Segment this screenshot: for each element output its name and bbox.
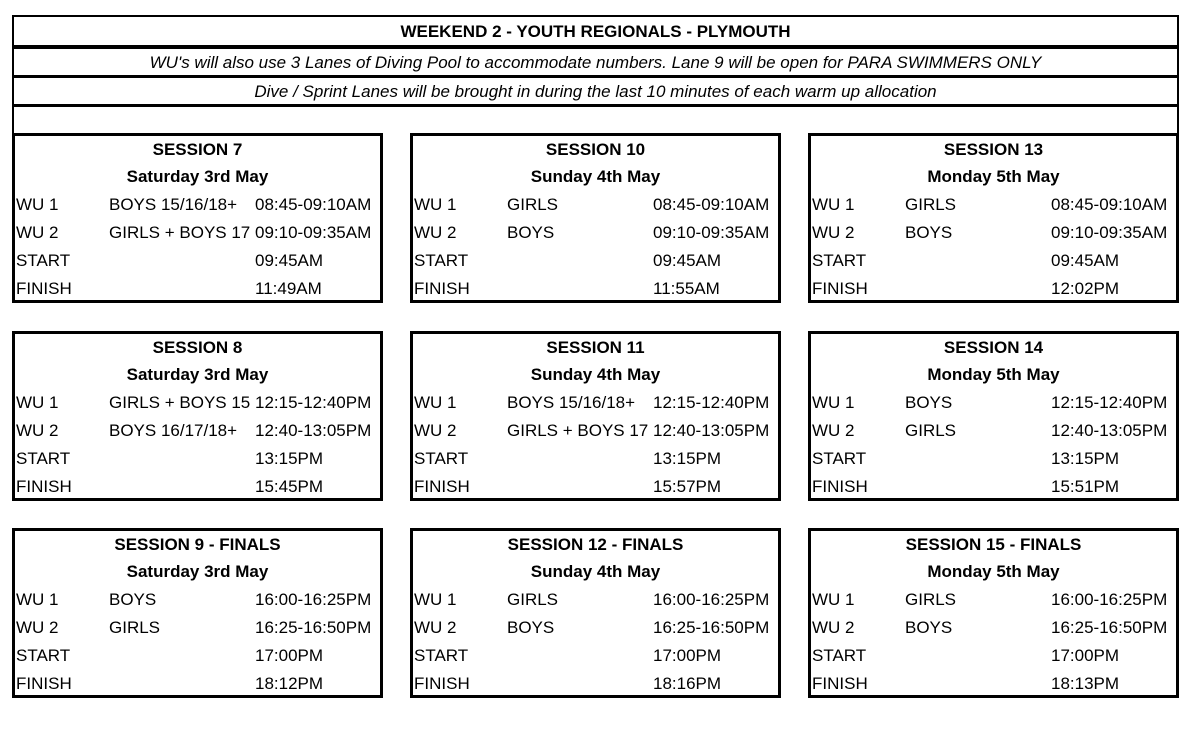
row-time: 12:02PM (1051, 279, 1120, 298)
row-time: 16:25-16:50PM (653, 618, 770, 637)
row-label: START (812, 646, 867, 665)
row-label: WU 1 (414, 590, 457, 609)
row-label: WU 2 (414, 618, 457, 637)
row-label: WU 2 (414, 421, 457, 440)
schedule-row (811, 219, 1176, 247)
schedule-row (413, 614, 778, 642)
row-label: WU 2 (16, 618, 59, 637)
session-day: Sunday 4th May (530, 365, 661, 384)
schedule-row (811, 191, 1176, 219)
session-title: SESSION 8 (152, 338, 243, 357)
schedule-row (15, 219, 380, 247)
schedule-row (15, 586, 380, 614)
schedule-row (811, 247, 1176, 275)
session-day: Monday 5th May (927, 365, 1060, 384)
row-time: 18:16PM (653, 674, 722, 693)
row-group: BOYS 15/16/18+ (507, 393, 636, 412)
row-label: START (414, 449, 469, 468)
session-day: Saturday 3rd May (126, 167, 269, 186)
schedule-row (413, 275, 778, 303)
row-label: START (812, 251, 867, 270)
row-time: 13:15PM (255, 449, 324, 468)
schedule-row (811, 586, 1176, 614)
schedule-row (413, 247, 778, 275)
row-group: BOYS (905, 618, 953, 637)
session-day: Sunday 4th May (530, 562, 661, 581)
schedule-row (15, 389, 380, 417)
session-title: SESSION 10 (545, 140, 646, 159)
row-label: WU 1 (812, 590, 855, 609)
row-time: 09:45AM (1051, 251, 1120, 270)
schedule-row (15, 191, 380, 219)
row-label: START (812, 449, 867, 468)
schedule-row (413, 473, 778, 501)
row-time: 12:40-13:05PM (1051, 421, 1168, 440)
row-time: 09:45AM (653, 251, 722, 270)
session-title: SESSION 15 - FINALS (905, 535, 1082, 554)
row-group: GIRLS (109, 618, 161, 637)
row-label: START (414, 646, 469, 665)
row-group: GIRLS (905, 421, 957, 440)
session-day: Monday 5th May (927, 562, 1060, 581)
row-time: 18:12PM (255, 674, 324, 693)
row-label: FINISH (812, 279, 868, 298)
session-day: Sunday 4th May (530, 167, 661, 186)
row-group: BOYS (905, 223, 953, 242)
row-time: 12:40-13:05PM (255, 421, 372, 440)
row-label: WU 1 (16, 393, 59, 412)
row-group: GIRLS + BOYS 17 (109, 223, 251, 242)
row-label: FINISH (16, 279, 72, 298)
row-time: 09:10-09:35AM (1051, 223, 1168, 242)
row-group: GIRLS + BOYS 17 (507, 421, 649, 440)
row-group: BOYS (905, 393, 953, 412)
schedule-row (413, 417, 778, 445)
session-day: Saturday 3rd May (126, 365, 269, 384)
row-group: BOYS 15/16/18+ (109, 195, 238, 214)
schedule-row (413, 670, 778, 698)
session-title: SESSION 13 (943, 140, 1044, 159)
row-label: WU 1 (16, 195, 59, 214)
schedule-row (15, 670, 380, 698)
row-label: START (16, 646, 71, 665)
session-box (410, 133, 781, 303)
row-time: 12:15-12:40PM (1051, 393, 1168, 412)
row-label: START (16, 449, 71, 468)
sprint-lanes-note: Dive / Sprint Lanes will be brought in during the last 10 minutes of each warm up allocation (12, 76, 1179, 106)
session-box (12, 528, 383, 698)
row-label: FINISH (16, 674, 72, 693)
schedule-row (811, 614, 1176, 642)
row-time: 17:00PM (255, 646, 324, 665)
row-time: 12:15-12:40PM (653, 393, 770, 412)
schedule-row (413, 586, 778, 614)
row-time: 18:13PM (1051, 674, 1120, 693)
session-title: SESSION 11 (546, 338, 645, 357)
session-box (12, 331, 383, 501)
session-box (12, 133, 383, 303)
row-label: WU 2 (812, 223, 855, 242)
row-group: BOYS (507, 223, 555, 242)
row-time: 15:51PM (1051, 477, 1120, 496)
session-title: SESSION 7 (152, 140, 243, 159)
schedule-row (811, 275, 1176, 303)
row-time: 15:57PM (653, 477, 722, 496)
schedule-row (811, 445, 1176, 473)
schedule-row (413, 219, 778, 247)
schedule-row (15, 417, 380, 445)
session-box (410, 331, 781, 501)
row-label: WU 1 (414, 393, 457, 412)
row-time: 09:10-09:35AM (653, 223, 770, 242)
row-time: 17:00PM (1051, 646, 1120, 665)
page-title: WEEKEND 2 - YOUTH REGIONALS - PLYMOUTH (12, 15, 1179, 47)
row-time: 16:25-16:50PM (255, 618, 372, 637)
schedule-row (15, 642, 380, 670)
row-time: 09:45AM (255, 251, 324, 270)
row-time: 16:00-16:25PM (653, 590, 770, 609)
row-label: FINISH (414, 477, 470, 496)
schedule-row (413, 389, 778, 417)
session-box (808, 133, 1179, 303)
schedule-row (413, 191, 778, 219)
schedule-row (15, 445, 380, 473)
session-day: Saturday 3rd May (126, 562, 269, 581)
row-label: WU 2 (16, 223, 59, 242)
schedule-row (15, 614, 380, 642)
schedule-row (811, 670, 1176, 698)
row-time: 08:45-09:10AM (1051, 195, 1168, 214)
row-label: WU 2 (812, 618, 855, 637)
row-label: WU 1 (812, 195, 855, 214)
row-label: WU 1 (16, 590, 59, 609)
session-day: Monday 5th May (927, 167, 1060, 186)
schedule-row (811, 389, 1176, 417)
row-time: 12:40-13:05PM (653, 421, 770, 440)
schedule-row (15, 473, 380, 501)
schedule-row (15, 247, 380, 275)
row-time: 08:45-09:10AM (255, 195, 372, 214)
row-time: 11:55AM (653, 279, 720, 298)
schedule-row (811, 417, 1176, 445)
row-group: GIRLS (507, 590, 559, 609)
row-label: WU 2 (812, 421, 855, 440)
row-label: START (16, 251, 71, 270)
row-group: GIRLS + BOYS 15 (109, 393, 251, 412)
row-group: GIRLS (507, 195, 559, 214)
schedule-row (811, 642, 1176, 670)
row-time: 13:15PM (653, 449, 722, 468)
row-label: START (414, 251, 469, 270)
session-title: SESSION 12 - FINALS (507, 535, 684, 554)
row-group: GIRLS (905, 590, 957, 609)
session-title: SESSION 9 - FINALS (114, 535, 281, 554)
schedule-row (413, 642, 778, 670)
warmup-diving-pool-note: WU's will also use 3 Lanes of Diving Pool to accommodate numbers. Lane 9 will be open for PARA SWIMMERS ONLY (12, 47, 1179, 77)
row-time: 12:15-12:40PM (255, 393, 372, 412)
row-time: 15:45PM (255, 477, 324, 496)
row-time: 13:15PM (1051, 449, 1120, 468)
row-label: WU 2 (414, 223, 457, 242)
schedule-row (15, 275, 380, 303)
session-title: SESSION 14 (943, 338, 1044, 357)
row-group: GIRLS (905, 195, 957, 214)
row-time: 08:45-09:10AM (653, 195, 770, 214)
schedule-row (413, 445, 778, 473)
row-time: 16:25-16:50PM (1051, 618, 1168, 637)
row-group: BOYS (507, 618, 555, 637)
row-time: 16:00-16:25PM (1051, 590, 1168, 609)
row-time: 16:00-16:25PM (255, 590, 372, 609)
row-time: 11:49AM (255, 279, 322, 298)
row-label: WU 1 (812, 393, 855, 412)
row-label: FINISH (812, 477, 868, 496)
row-group: BOYS (109, 590, 157, 609)
row-label: WU 1 (414, 195, 457, 214)
blank-header-row (12, 105, 1179, 133)
row-label: FINISH (812, 674, 868, 693)
row-label: FINISH (16, 477, 72, 496)
row-label: FINISH (414, 674, 470, 693)
row-time: 09:10-09:35AM (255, 223, 372, 242)
row-label: FINISH (414, 279, 470, 298)
row-label: WU 2 (16, 421, 59, 440)
row-group: BOYS 16/17/18+ (109, 421, 238, 440)
schedule-row (811, 473, 1176, 501)
session-box (808, 528, 1179, 698)
session-box (410, 528, 781, 698)
session-box (808, 331, 1179, 501)
row-time: 17:00PM (653, 646, 722, 665)
